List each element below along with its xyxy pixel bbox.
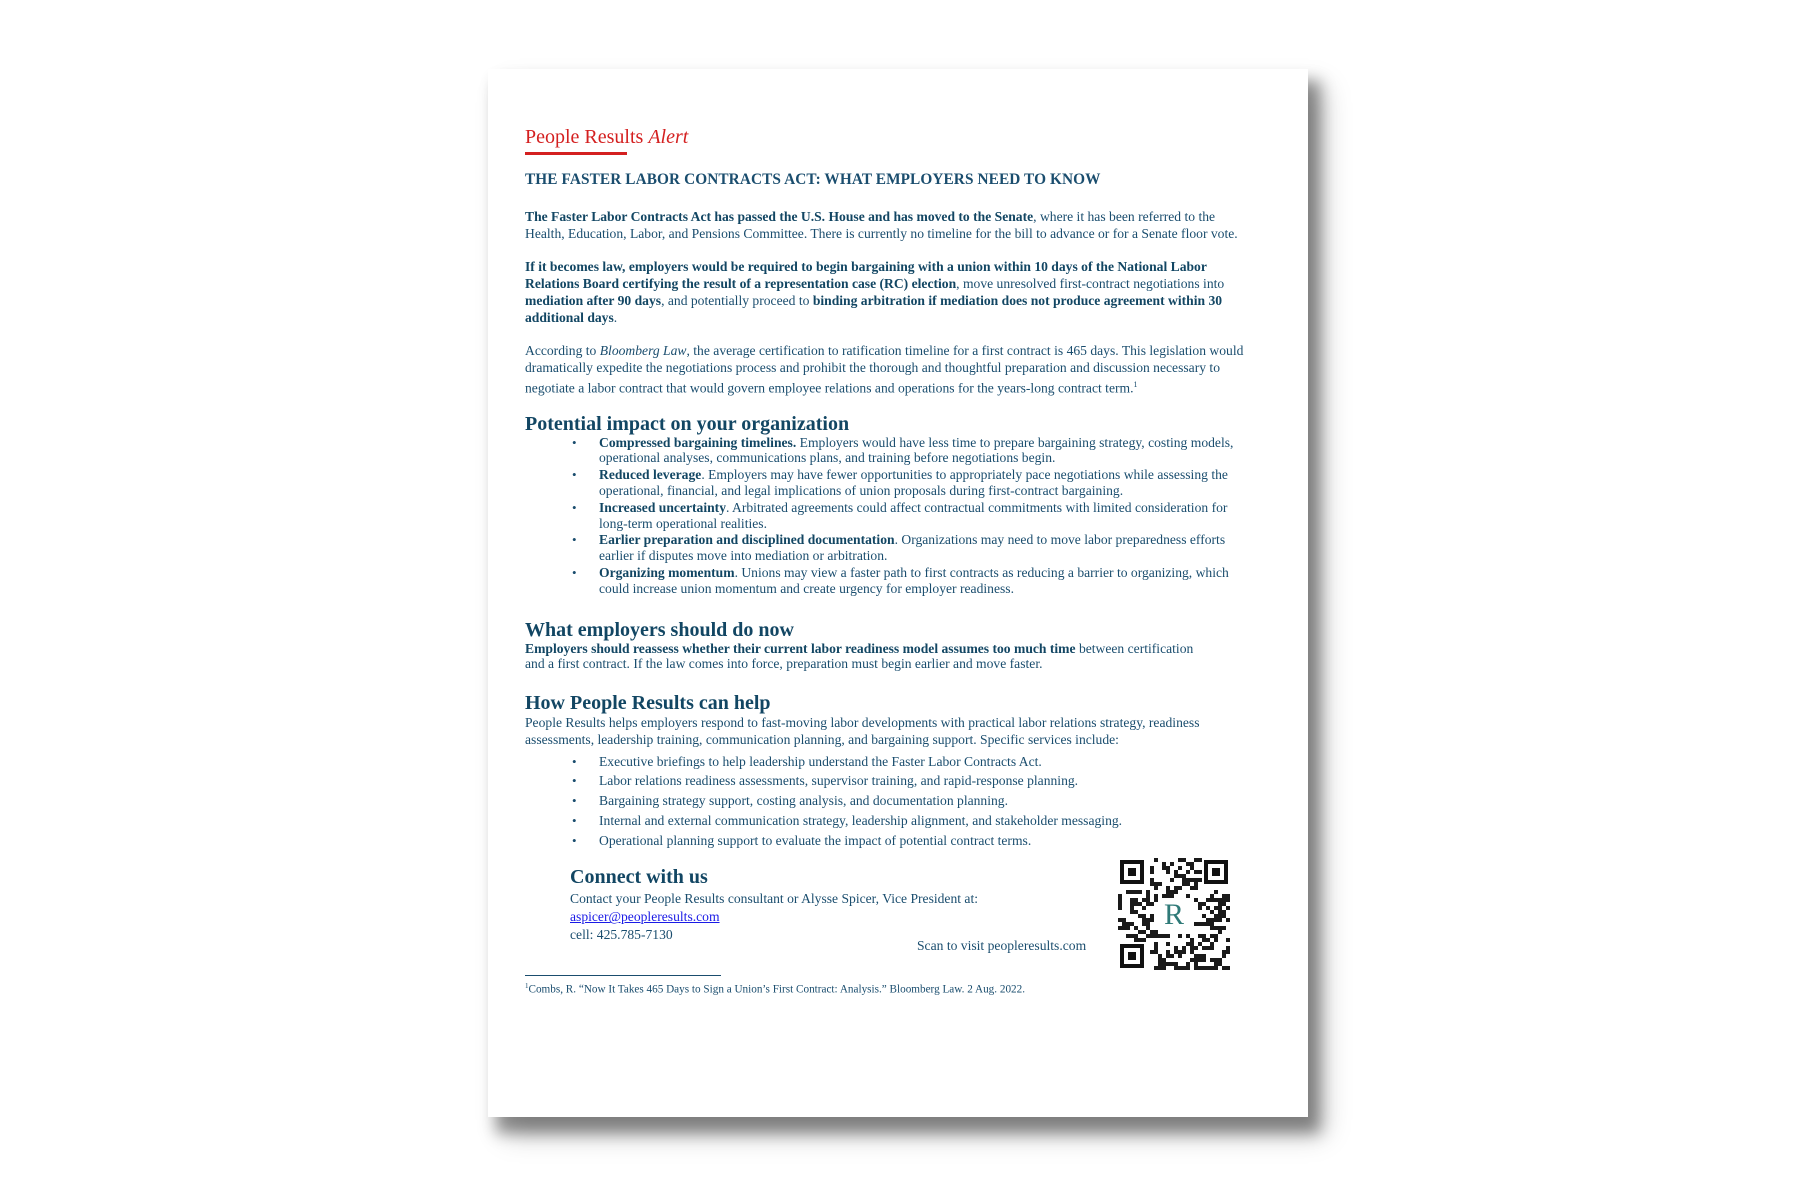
intro-p1-text: , where it has been referred to the Health, Education, Labor, and Pensions Committee. There is currently no timeline for the bill to advance or for a Senate floor vote. — [525, 209, 1238, 241]
cell-phone: cell: 425.785-7130 — [570, 927, 673, 943]
help-paragraph: People Results helps employers respond to fast-moving labor developments with practical labor relations strategy, readiness assessments, leadership training, communication planning, and bargaining support. Specific services include: — [525, 714, 1200, 747]
intro-p3-italic: Bloomberg Law — [599, 343, 687, 358]
list-item — [599, 532, 1256, 564]
do-now-paragraph — [525, 641, 1256, 672]
intro-p2-bold-2: mediation after 90 days — [525, 293, 662, 308]
list-item — [599, 565, 1256, 597]
brand-main: People Results — [525, 126, 644, 148]
impact-heading: Potential impact on your organization — [525, 412, 850, 435]
item-text: . Employers may have fewer opportunities to appropriately pace negotiations while assessing the operational, financial, and legal implications of union proposals during first-contract bargaining. — [599, 467, 1228, 498]
item-text: . Unions may view a faster path to first contracts as reducing a barrier to organizing, which could increase union momentum and create urgency for employer readiness. — [599, 564, 1229, 596]
list-item: • Operational planning support to evaluate the impact of potential contract terms. — [599, 833, 1256, 849]
list-item: • Bargaining strategy support, costing analysis, and documentation planning. — [599, 793, 1256, 809]
help-list — [525, 754, 1256, 849]
connect-line: Contact your People Results consultant or Alysse Spicer, Vice President at: — [570, 891, 979, 907]
item-bold: Reduced leverage — [599, 467, 702, 483]
intro-p2-text-3: . — [613, 310, 618, 325]
document-page — [488, 69, 1308, 1117]
intro-p2-text-1: , move unresolved first-contract negotiations into — [956, 276, 1225, 291]
brand-underline — [525, 152, 627, 155]
brand-header — [525, 125, 1256, 149]
impact-list — [525, 435, 1256, 597]
item-bold: Increased uncertainty — [599, 499, 726, 515]
item-text: . Arbitrated agreements could affect contractual commitments with limited consideration for long-term operational realities. — [599, 499, 1228, 531]
intro-p3-text-1: According to — [525, 343, 600, 358]
do-now-bold: Employers should reassess whether their current labor readiness model assumes too much time — [525, 640, 1076, 656]
qr-logo: R — [1163, 898, 1185, 932]
connect-section — [525, 858, 1256, 963]
item-text: Employers would have less time to prepare bargaining strategy, costing models, operational analyses, communications plans, and training before negotiations begin. — [599, 434, 1234, 466]
intro-p3-text-2: , the average certification to ratification timeline for a first contract is 465 days. This legislation would dramatically expedite the negotiations process and prohibit the thorough and thoughtful preparation and discussion necessary to negotiate a labor contract that would govern employee relations and operations for the years-long contract term. — [525, 343, 1244, 396]
list-item: • Internal and external communication strategy, leadership alignment, and stakeholder messaging. — [599, 813, 1256, 829]
intro-paragraph-1 — [525, 208, 1256, 242]
help-heading: How People Results can help — [525, 691, 771, 714]
intro-p2-text-2: , and potentially proceed to — [661, 293, 813, 308]
list-item — [599, 500, 1256, 532]
connect-heading: Connect with us — [570, 866, 708, 889]
brand-alert: Alert — [648, 126, 689, 148]
item-bold: Organizing momentum — [599, 564, 735, 580]
item-bold: Compressed bargaining timelines. — [599, 434, 797, 450]
intro-paragraph-2 — [525, 258, 1256, 326]
do-now-text: between certification and a first contract. If the law comes into force, preparation must begin earlier and move faster. — [525, 640, 1194, 671]
footnote-number: 1 — [525, 982, 529, 991]
item-bold: Earlier preparation and disciplined documentation — [599, 532, 895, 548]
intro-p2-bold-3: binding arbitration if mediation does not produce agreement within 30 additional days — [525, 293, 1223, 325]
document-title: THE FASTER LABOR CONTRACTS ACT: WHAT EMPLOYERS NEED TO KNOW — [525, 171, 1101, 188]
intro-p2-bold-1: If it becomes law, employers would be required to begin bargaining with a union within 10 days of the National Labor Relations Board certifying the result of a representation case (RC) election — [525, 259, 1207, 291]
do-now-heading: What employers should do now — [525, 618, 794, 641]
connect-block — [570, 866, 978, 944]
list-item — [599, 435, 1256, 467]
list-item: • Labor relations readiness assessments, supervisor training, and rapid-response planning. — [599, 773, 1256, 789]
intro-p1-bold: The Faster Labor Contracts Act has passed the U.S. House and has moved to the Senate — [525, 209, 1034, 224]
item-text: . Organizations may need to move labor preparedness efforts earlier if disputes move into mediation or arbitration. — [599, 532, 1226, 564]
list-item: • Executive briefings to help leadership understand the Faster Labor Contracts Act. — [599, 754, 1256, 770]
email-link[interactable]: aspicer@peopleresults.com — [570, 909, 720, 925]
qr-code-icon[interactable] — [1118, 858, 1230, 970]
list-item — [599, 467, 1256, 499]
scan-label: Scan to visit peopleresults.com — [917, 938, 1087, 954]
intro-paragraph-3 — [525, 342, 1256, 397]
footnote-ref: 1 — [1133, 380, 1138, 389]
footnote-text: Combs, R. “Now It Takes 465 Days to Sign a Union’s First Contract: Analysis.” Bloomberg Law. 2 Aug. 2022. — [528, 984, 1026, 997]
footnote — [525, 982, 1256, 996]
footnote-divider — [525, 975, 721, 976]
